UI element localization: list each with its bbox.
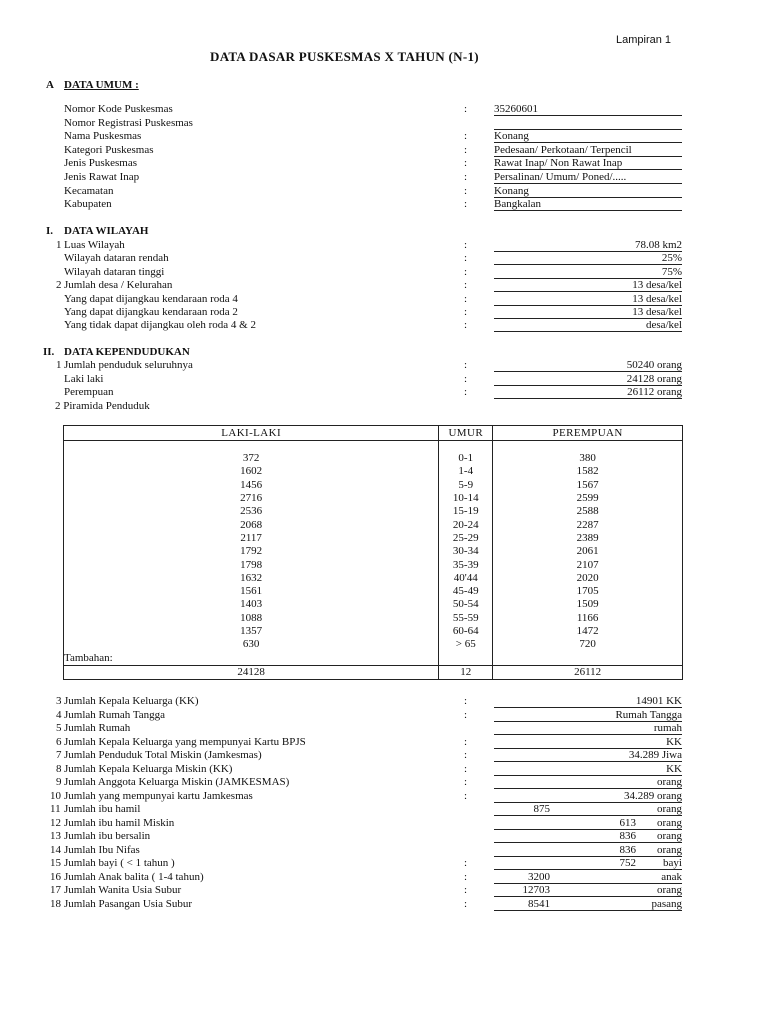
female-count: 2599	[493, 492, 683, 505]
female-count: 1472	[493, 625, 683, 638]
row-number: 1	[56, 239, 62, 251]
male-count: 1798	[64, 558, 439, 571]
row-number: 4	[56, 708, 62, 721]
row-colon: :	[464, 735, 468, 748]
region-data-row	[0, 266, 768, 279]
female-count: 1582	[493, 465, 683, 478]
female-count: 2389	[493, 532, 683, 545]
age-group: 35-39	[439, 558, 493, 571]
row-value: Konang	[494, 185, 682, 198]
table-header-row	[64, 426, 683, 441]
extra-age	[439, 651, 493, 665]
row-label: Jumlah ibu bersalin	[64, 830, 151, 842]
row-label: Wilayah dataran rendah	[64, 252, 169, 265]
total-age: 12	[439, 665, 493, 679]
row-value-number: 8541	[528, 897, 550, 910]
pyramid-label: 2 Piramida Penduduk	[55, 400, 150, 412]
row-number: 17	[50, 884, 61, 896]
row-value: 26112 orang	[494, 386, 682, 399]
row-value: Persalinan/ Umum/ Poned/.....	[494, 171, 682, 184]
row-colon: :	[464, 897, 468, 910]
row-value: 75%	[494, 266, 682, 279]
row-colon: :	[464, 776, 468, 788]
male-count: 1456	[64, 479, 439, 492]
male-count: 1602	[64, 465, 439, 478]
row-value: 78.08 km2	[494, 239, 682, 252]
row-value-unit: orang	[656, 884, 682, 896]
row-label: Yang tidak dapat dijangkau oleh roda 4 & 2	[64, 319, 256, 332]
female-count: 2061	[493, 545, 683, 558]
row-value: KK	[494, 763, 682, 776]
row-value: desa/kel	[494, 319, 682, 332]
row-label: Jumlah Rumah Tangga	[64, 708, 166, 721]
row-colon: :	[464, 306, 468, 318]
row-value	[494, 117, 682, 130]
row-number: 6	[56, 735, 62, 748]
age-group: 55-59	[439, 612, 493, 625]
male-count: 1632	[64, 572, 439, 585]
table-row	[64, 532, 683, 545]
row-label: Nomor Registrasi Puskesmas	[64, 116, 193, 129]
row-value: Pedesaan/ Perkotaan/ Terpencil	[494, 144, 682, 157]
row-label: Jenis Rawat Inap	[64, 171, 140, 183]
row-label: Nomor Kode Puskesmas	[64, 103, 173, 115]
male-count: 2716	[64, 492, 439, 505]
table-row	[64, 518, 683, 531]
general-data-row	[0, 171, 768, 184]
male-count: 1357	[64, 625, 439, 638]
row-number: 2	[56, 279, 62, 292]
attachment-label: Lampiran 1	[616, 34, 672, 46]
general-data-row	[0, 103, 768, 116]
region-data-row	[0, 319, 768, 332]
row-number: 3	[56, 695, 62, 707]
table-row	[64, 465, 683, 478]
age-group: 50-54	[439, 598, 493, 611]
row-colon: :	[464, 252, 468, 265]
general-data-row	[0, 185, 768, 198]
row-value: KK	[494, 736, 682, 749]
age-group: 60-64	[439, 625, 493, 638]
row-number: 12	[50, 816, 61, 829]
row-value: 14901 KK	[494, 695, 682, 708]
row-number: 15	[50, 857, 61, 869]
row-label: Jumlah Anak balita ( 1-4 tahun)	[64, 870, 204, 883]
row-value: 13 desa/kel	[494, 279, 682, 292]
row-label: Laki laki	[64, 372, 104, 385]
row-label: Kabupaten	[64, 198, 112, 211]
row-colon: :	[464, 198, 468, 211]
row-colon: :	[464, 749, 468, 761]
row-value-unit: orang	[656, 830, 682, 842]
row-value: Konang	[494, 130, 682, 143]
statistic-row	[0, 722, 768, 735]
row-colon: :	[464, 386, 468, 399]
row-value: 24128 orang	[494, 373, 682, 386]
row-colon: :	[464, 103, 468, 115]
row-value-unit: orang	[656, 803, 682, 815]
row-value-unit: orang	[656, 843, 682, 856]
row-colon: :	[464, 762, 468, 775]
row-value: 35260601	[494, 103, 682, 116]
row-value: rumah	[494, 722, 682, 735]
row-label: Wilayah dataran tinggi	[64, 265, 165, 278]
row-value: 13 desa/kel	[494, 293, 682, 306]
row-number: 18	[50, 897, 61, 910]
female-count: 2588	[493, 505, 683, 518]
row-label: Jumlah Kepala Keluarga yang mempunyai Kartu BPJS	[64, 735, 306, 748]
row-colon: :	[464, 279, 468, 292]
row-label: Jumlah desa / Kelurahan	[64, 279, 173, 292]
row-label: Jumlah Anggota Keluarga Miskin (JAMKESMAS)	[64, 776, 290, 788]
row-label: Jumlah Wanita Usia Subur	[64, 884, 182, 896]
age-group: 5-9	[439, 479, 493, 492]
statistic-row	[0, 776, 768, 789]
female-count: 2020	[493, 572, 683, 585]
row-colon: :	[464, 292, 468, 305]
row-label: Jumlah ibu hamil	[64, 803, 141, 815]
section-a-title: DATA UMUM :	[64, 79, 139, 91]
section-1-title: DATA WILAYAH	[64, 225, 149, 237]
table-row	[64, 452, 683, 465]
row-value: 13 desa/kel	[494, 306, 682, 319]
document-title: DATA DASAR PUSKESMAS X TAHUN (N-1)	[210, 49, 479, 64]
row-value-unit: bayi	[663, 857, 682, 869]
totals-row	[64, 665, 683, 679]
female-count: 720	[493, 638, 683, 651]
row-label: Jumlah bayi ( < 1 tahun )	[64, 857, 175, 869]
row-value: 34.289 Jiwa	[494, 749, 682, 762]
region-data-row	[0, 306, 768, 319]
table-row	[64, 585, 683, 598]
general-data-row	[0, 157, 768, 170]
age-group: 40'44	[439, 572, 493, 585]
row-label: Jumlah Rumah	[64, 722, 131, 734]
row-colon: :	[464, 359, 468, 371]
region-data-row	[0, 239, 768, 252]
total-female: 26112	[493, 665, 683, 679]
region-data-row	[0, 279, 768, 292]
row-value-box	[494, 871, 682, 884]
age-group: > 65	[439, 638, 493, 651]
section-2-marker: II.	[43, 346, 55, 358]
row-value-number: 836	[619, 830, 636, 842]
male-count: 2068	[64, 518, 439, 531]
general-data-row	[0, 117, 768, 130]
row-label: Jumlah Pasangan Usia Subur	[64, 897, 193, 910]
female-count: 1705	[493, 585, 683, 598]
row-colon: :	[464, 372, 468, 385]
header-age: UMUR	[439, 426, 493, 441]
statistic-row	[0, 763, 768, 776]
row-label: Jumlah penduduk seluruhnya	[64, 359, 193, 371]
male-count: 2117	[64, 532, 439, 545]
row-number: 8	[56, 762, 62, 775]
row-number: 1	[56, 359, 62, 371]
row-label: Jenis Puskesmas	[64, 157, 138, 170]
row-colon: :	[464, 184, 468, 197]
row-number: 13	[50, 830, 61, 842]
population-data-row	[0, 386, 768, 399]
row-label: Jumlah Ibu Nifas	[64, 843, 140, 856]
statistic-row	[0, 695, 768, 708]
male-count: 630	[64, 638, 439, 651]
table-row	[64, 545, 683, 558]
row-colon: :	[464, 239, 468, 251]
row-number: 5	[56, 722, 62, 734]
age-group: 15-19	[439, 505, 493, 518]
row-colon: :	[464, 695, 468, 707]
row-label: Jumlah ibu hamil Miskin	[64, 816, 175, 829]
row-label: Kategori Puskesmas	[64, 143, 154, 156]
statistic-row	[0, 857, 768, 870]
statistic-row	[0, 736, 768, 749]
female-count: 2107	[493, 558, 683, 571]
row-value-number: 12703	[522, 884, 550, 896]
male-count: 1792	[64, 545, 439, 558]
region-data-row	[0, 252, 768, 265]
row-value-unit: orang	[656, 816, 682, 829]
male-count: 2536	[64, 505, 439, 518]
age-group: 0-1	[439, 452, 493, 465]
statistic-row	[0, 803, 768, 816]
age-group: 10-14	[439, 492, 493, 505]
extra-row	[64, 651, 683, 665]
row-value: orang	[494, 776, 682, 789]
population-data-row	[0, 359, 768, 372]
row-value-box	[494, 817, 682, 830]
section-2-title: DATA KEPENDUDUKAN	[64, 346, 190, 358]
row-value-number: 3200	[528, 870, 550, 883]
table-row	[64, 479, 683, 492]
row-value-number: 875	[533, 803, 550, 815]
table-row	[64, 612, 683, 625]
extra-label: Tambahan:	[64, 651, 439, 665]
row-value: 25%	[494, 252, 682, 265]
statistic-row	[0, 844, 768, 857]
row-colon: :	[464, 884, 468, 896]
row-label: Jumlah Penduduk Total Miskin (Jamkesmas)	[64, 749, 262, 761]
row-number: 11	[50, 803, 61, 815]
population-data-row	[0, 373, 768, 386]
statistic-row	[0, 884, 768, 897]
row-label: Jumlah yang mempunyai kartu Jamkesmas	[64, 789, 253, 802]
row-label: Nama Puskesmas	[64, 130, 142, 143]
general-data-row	[0, 144, 768, 157]
male-count: 1088	[64, 612, 439, 625]
female-count: 380	[493, 452, 683, 465]
population-pyramid-table	[63, 425, 683, 680]
row-colon: :	[464, 708, 468, 721]
row-label: Jumlah Kepala Keluarga (KK)	[64, 695, 199, 707]
row-number: 16	[50, 870, 61, 883]
row-label: Luas Wilayah	[64, 239, 125, 251]
age-group: 20-24	[439, 518, 493, 531]
female-count: 1166	[493, 612, 683, 625]
row-value: 34.289 orang	[494, 790, 682, 803]
row-colon: :	[464, 157, 468, 170]
total-male: 24128	[64, 665, 439, 679]
row-colon: :	[464, 143, 468, 156]
row-colon: :	[464, 857, 468, 869]
row-colon: :	[464, 171, 468, 183]
row-colon: :	[464, 130, 468, 143]
row-value-box	[494, 857, 682, 870]
row-value-box	[494, 844, 682, 857]
row-value: Rumah Tangga	[494, 709, 682, 722]
age-group: 45-49	[439, 585, 493, 598]
row-value: 50240 orang	[494, 359, 682, 372]
row-number: 10	[50, 789, 61, 802]
row-value-number: 613	[619, 816, 636, 829]
statistic-row	[0, 830, 768, 843]
table-row	[64, 598, 683, 611]
row-label: Kecamatan	[64, 184, 114, 197]
table-row	[64, 558, 683, 571]
table-row	[64, 572, 683, 585]
female-count: 2287	[493, 518, 683, 531]
row-number: 9	[56, 776, 62, 788]
age-group: 25-29	[439, 532, 493, 545]
female-count: 1567	[493, 479, 683, 492]
section-1-marker: I.	[46, 225, 54, 237]
table-row	[64, 625, 683, 638]
row-number: 14	[50, 843, 61, 856]
female-count: 1509	[493, 598, 683, 611]
header-female: PEREMPUAN	[493, 426, 683, 441]
statistic-row	[0, 749, 768, 762]
row-value-box	[494, 803, 682, 816]
statistic-row	[0, 871, 768, 884]
male-count: 372	[64, 452, 439, 465]
age-group: 1-4	[439, 465, 493, 478]
row-label: Perempuan	[64, 386, 114, 399]
row-colon: :	[464, 789, 468, 802]
statistic-row	[0, 898, 768, 911]
extra-female	[493, 651, 683, 665]
row-colon: :	[464, 870, 468, 883]
row-value-number: 836	[619, 843, 636, 856]
statistic-row	[0, 790, 768, 803]
row-colon: :	[464, 319, 468, 332]
row-value: Bangkalan	[494, 198, 682, 211]
row-number: 7	[56, 749, 62, 761]
row-label: Yang dapat dijangkau kendaraan roda 2	[64, 306, 238, 318]
row-value-box	[494, 884, 682, 897]
row-colon: :	[464, 265, 468, 278]
age-group: 30-34	[439, 545, 493, 558]
general-data-row	[0, 130, 768, 143]
general-data-row	[0, 198, 768, 211]
row-value-box	[494, 898, 682, 911]
row-label: Jumlah Kepala Keluarga Miskin (KK)	[64, 762, 233, 775]
row-value-unit: anak	[661, 870, 682, 883]
male-count: 1561	[64, 585, 439, 598]
section-a-marker: A	[46, 79, 54, 91]
region-data-row	[0, 293, 768, 306]
table-row	[64, 638, 683, 651]
statistic-row	[0, 709, 768, 722]
row-value: Rawat Inap/ Non Rawat Inap	[494, 157, 682, 170]
row-value-unit: pasang	[651, 897, 682, 910]
row-value-number: 752	[619, 857, 636, 869]
header-male: LAKI-LAKI	[64, 426, 439, 441]
statistic-row	[0, 817, 768, 830]
male-count: 1403	[64, 598, 439, 611]
row-value-box	[494, 830, 682, 843]
table-row	[64, 492, 683, 505]
table-row	[64, 505, 683, 518]
row-label: Yang dapat dijangkau kendaraan roda 4	[64, 292, 238, 305]
